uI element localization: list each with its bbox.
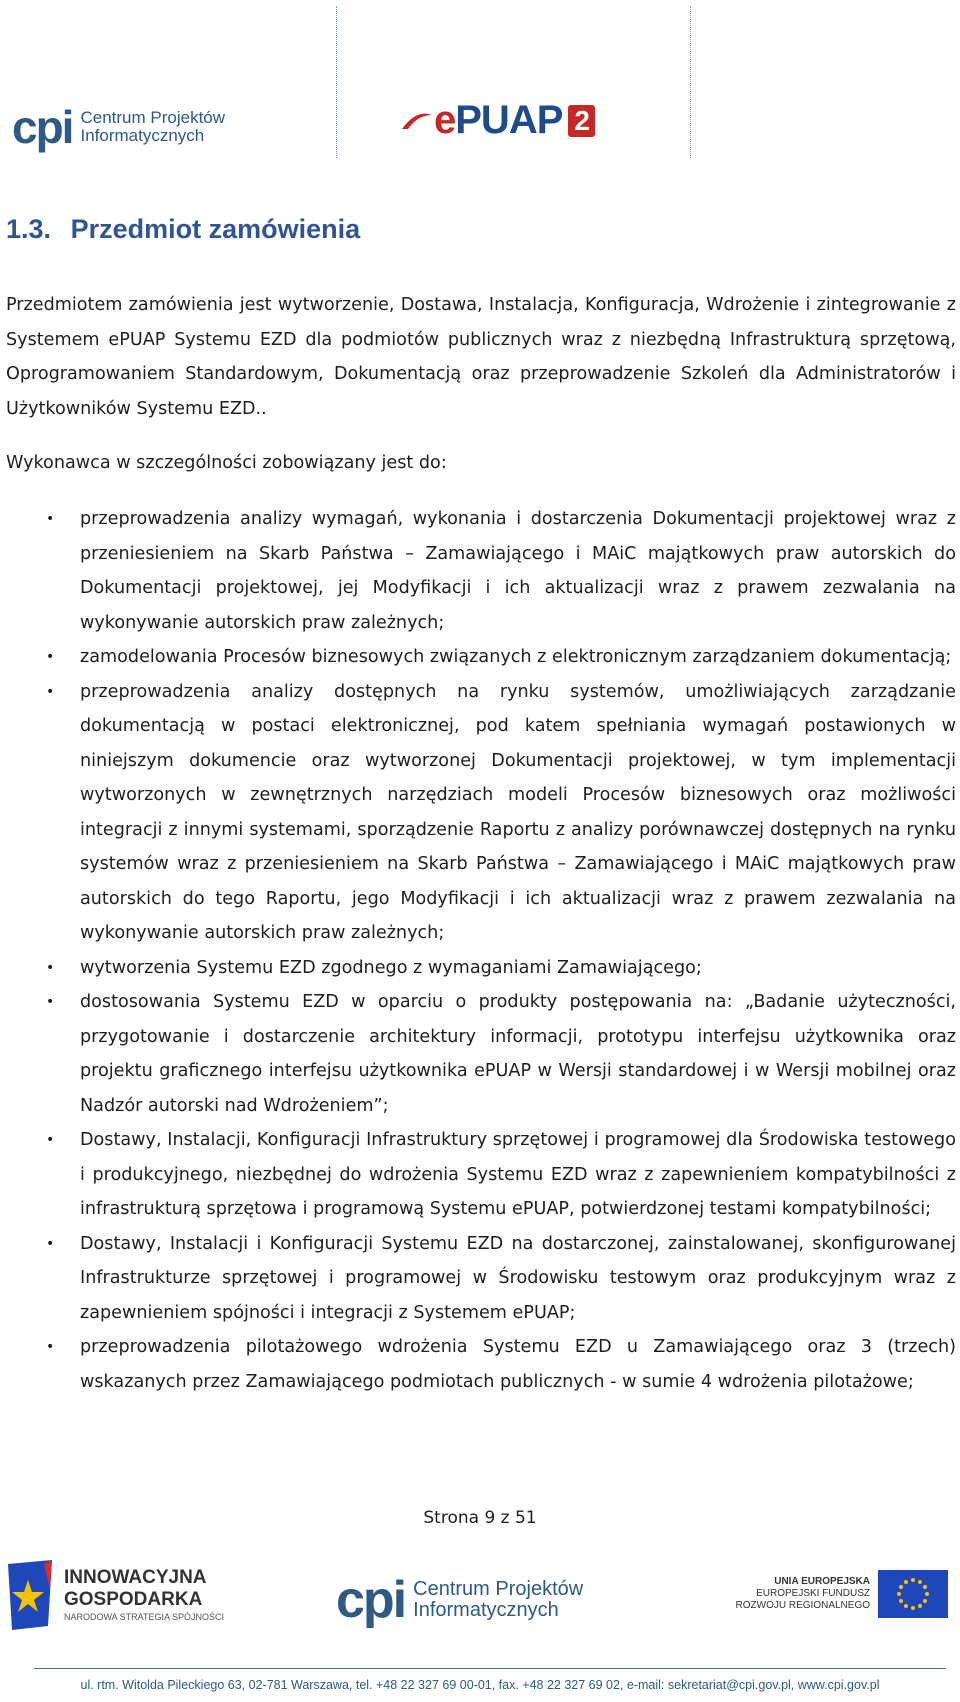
innowacyjna-gospodarka-logo [8,1560,224,1630]
eu-flag-icon [878,1570,948,1618]
epuap-logo-text: PUAP [455,98,563,142]
list-item: • Dostawy, Instalacji i Konfiguracji Systemu EZD na dostarczonej, zainstalowanej, skonfigurowanej Infrastrukturze sprzętowej i programowej w Środowisku testowym oraz produkcyjnym wraz z zapewnieniem spójności i integracji z Systemem ePUAP; [0,1227,956,1331]
eu-logo [736,1570,948,1618]
page-number: Strona 9 z 51 [423,1508,537,1528]
duties-list [0,502,956,1399]
cpi-logo-line2: Informatycznych [80,126,205,145]
list-item: • przeprowadzenia analizy dostępnych na rynku systemów, umożliwiających zarządzanie dokumentacją w postaci elektronicznej, pod katem spełniania wymagań postawionych w niniejszym dokumencie oraz wytworzonej Dokumentacji projektowej, w tym implementacji wytworzonych w zewnętrznych narzędziach modeli Procesów biznesowych oraz możliwości integracji z innymi systemami, sporządzenie Raportu z analizy porównawczej dostępnych na rynku systemów wraz z przeniesieniem na Skarb Państwa – Zamawiającego i MAiC majątkowych praw autorskich do tego Raportu, jego Modyfikacji i ich aktualizacji wraz z prawem zezwalania na wykonywanie autorskich praw zależnych; [0,675,956,951]
eu-line1: UNIA EUROPEJSKA [774,1576,870,1587]
list-item: • dostosowania Systemu EZD w oparciu o produkty postępowania na: „Badanie użyteczności, przygotowanie i dostarczenie architektury informacji, prototypu interfejsu użytkownika oraz projektu graficznego interfejsu użytkownika ePUAP w Wersji standardowej i w Wersji mobilnej oraz Nadzór autorski nad Wdrożeniem”; [0,985,956,1123]
cpi-footer-line2: Informatycznych [413,1599,559,1621]
innowacyjna-line3: NARODOWA STRATEGIA SPÓJNOŚCI [64,1612,225,1622]
list-item: • przeprowadzenia analizy wymagań, wykonania i dostarczenia Dokumentacji projektowej wraz z przeniesieniem na Skarb Państwa – Zamawiającego i MAiC majątkowych praw autorskich do Dokumentacji projektowej, jej Modyfikacji i ich aktualizacji wraz z prawem zezwalania na wykonywanie autorskich praw zależnych; [0,502,956,640]
section-title: Przedmiot zamówienia [70,214,361,244]
epuap-logo-e: e [434,98,456,142]
epuap-logo [400,98,595,143]
innowacyjna-line2: GOSPODARKA [64,1589,203,1610]
header-logos [8,92,948,152]
eu-line3: ROZWOJU REGIONALNEGO [735,1600,870,1611]
list-item: • zamodelowania Procesów biznesowych związanych z elektronicznym zarządzaniem dokumentacją; [0,640,956,675]
footer-logos [0,1550,960,1650]
innowacyjna-star-icon [8,1560,56,1630]
cpi-footer-line1: Centrum Projektów [413,1578,584,1600]
cpi-logo-text [80,109,225,145]
footer-address: ul. rtm. Witolda Pileckiego 63, 02-781 Warszawa, tel. +48 22 327 69 00-01, fax. +48 22 327 69 02, e-mail: sekretariat@cpi.gov.pl, www.cpi.gov.pl [80,1678,880,1692]
list-item: • przeprowadzenia pilotażowego wdrożenia Systemu EZD u Zamawiającego oraz 3 (trzech) wskazanych przez Zamawiającego podmiotach publicznych - w sumie 4 wdrożenia pilotażowe; [0,1330,956,1399]
cpi-logo-mark: cpi [12,101,73,153]
cpi-footer-logo [336,1570,583,1630]
section-heading [6,214,360,245]
cpi-logo [12,100,225,154]
footer-divider [34,1668,946,1669]
eu-line2: EUROPEJSKI FUNDUSZ [756,1588,870,1599]
section-number: 1.3. [6,214,52,244]
innowacyjna-text [64,1567,224,1623]
list-item: • wytworzenia Systemu EZD zgodnego z wymaganiami Zamawiającego; [0,951,956,986]
intro-paragraph: Przedmiotem zamówienia jest wytworzenie, Dostawa, Instalacja, Konfiguracja, Wdrożenie i zintegrowanie z Systemem ePUAP Systemu EZD dla podmiotów publicznych wraz z niezbędną Infrastrukturą sprzętową, Oprogramowaniem Standardowym, Dokumentacją oraz przeprowadzenie Szkoleń dla Administratorów i Użytkowników Systemu EZD.. [6,295,956,419]
epuap-logo-badge: 2 [568,105,595,137]
eu-text [736,1576,870,1612]
epuap-swoosh-icon [400,109,434,133]
cpi-footer-mark: cpi [336,1571,406,1629]
innowacyjna-line1: INNOWACYJNA [64,1567,207,1588]
list-item: • Dostawy, Instalacji, Konfiguracji Infrastruktury sprzętowej i programowej dla Środowiska testowego i produkcyjnego, niezbędnej do wdrożenia Systemu EZD wraz z zapewnieniem kompatybilności z infrastrukturą sprzętowa i programową Systemu ePUAP, potwierdzonej testami kompatybilności; [0,1123,956,1227]
cpi-footer-text [413,1579,583,1621]
cpi-logo-line1: Centrum Projektów [80,108,226,128]
lead-paragraph: Wykonawca w szczególności zobowiązany jest do: [6,453,447,473]
